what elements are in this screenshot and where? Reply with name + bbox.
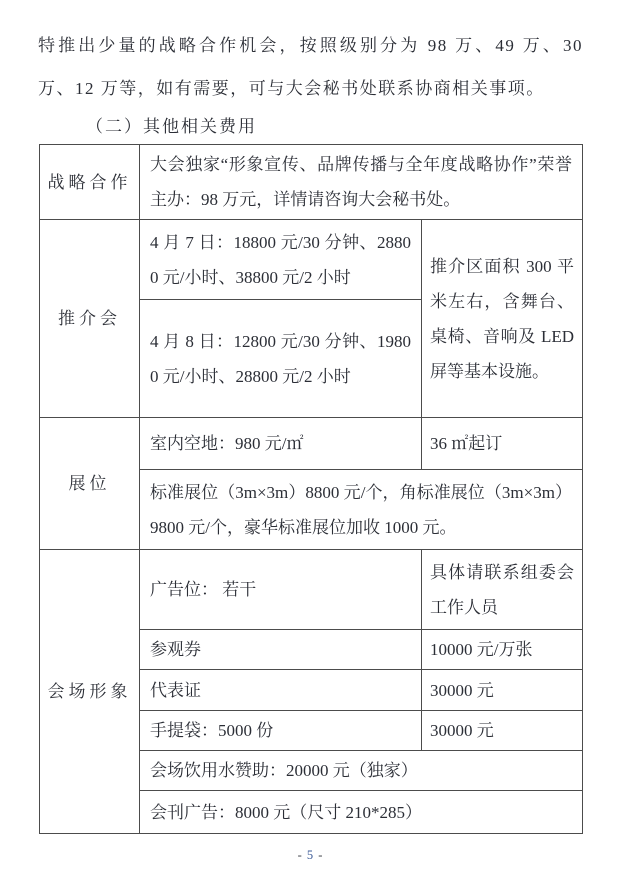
booth-minimum-order-cell: 36 ㎡起订 — [422, 418, 583, 470]
page-number-dash-right: - — [314, 848, 324, 862]
row-header-strategic-cooperation: 战略合作 — [40, 145, 140, 220]
promotion-april7-price-cell: 4 月 7 日：18800 元/30 分钟、28800 元/小时、38800 元/2 小时 — [140, 220, 422, 300]
table-row — [40, 145, 583, 220]
page-number: 5 — [306, 848, 315, 862]
venue-badge-price-cell: 30000 元 — [422, 670, 583, 711]
page-footer — [0, 848, 621, 863]
venue-journal-ad-cell: 会刊广告：8000 元（尺寸 210*285） — [140, 791, 583, 834]
row-header-booth: 展位 — [40, 418, 140, 550]
venue-ad-slot-cell: 广告位： 若干 — [140, 550, 422, 630]
table-row — [40, 220, 583, 300]
table-row — [40, 418, 583, 470]
strategic-cooperation-detail-cell: 大会独家“形象宣传、品牌传播与全年度战略协作”荣誉主办：98 万元，详情请咨询大会秘书处。 — [140, 145, 583, 220]
venue-bag-price-cell: 30000 元 — [422, 711, 583, 751]
booth-standard-price-cell: 标准展位（3m×3m）8800 元/个，角标准展位（3m×3m）9800 元/个，豪华标准展位加收 1000 元。 — [140, 470, 583, 550]
booth-indoor-space-cell: 室内空地：980 元/㎡ — [140, 418, 422, 470]
venue-badge-label-cell: 代表证 — [140, 670, 422, 711]
intro-paragraph: 特推出少量的战略合作机会，按照级别分为 98 万、49 万、30 万、12 万等，如有需要，可与大会秘书处联系协商相关事项。 — [38, 36, 583, 98]
page-number-dash-left: - — [297, 848, 307, 862]
venue-ad-contact-note-cell: 具体请联系组委会工作人员 — [422, 550, 583, 630]
promotion-april8-price-cell: 4 月 8 日：12800 元/30 分钟、19800 元/小时、28800 元/2 小时 — [140, 300, 422, 418]
venue-ticket-price-cell: 10000 元/万张 — [422, 630, 583, 670]
row-header-venue-image: 会场形象 — [40, 550, 140, 834]
promotion-area-note-cell: 推介区面积 300 平米左右，含舞台、桌椅、音响及 LED 屏等基本设施。 — [422, 220, 583, 418]
venue-bag-label-cell: 手提袋：5000 份 — [140, 711, 422, 751]
section-heading: （二）其他相关费用 — [86, 117, 257, 136]
fee-table — [39, 144, 583, 834]
venue-water-sponsor-cell: 会场饮用水赞助：20000 元（独家） — [140, 751, 583, 791]
venue-ticket-label-cell: 参观券 — [140, 630, 422, 670]
row-header-promotion-meeting: 推介会 — [40, 220, 140, 418]
table-row — [40, 550, 583, 630]
